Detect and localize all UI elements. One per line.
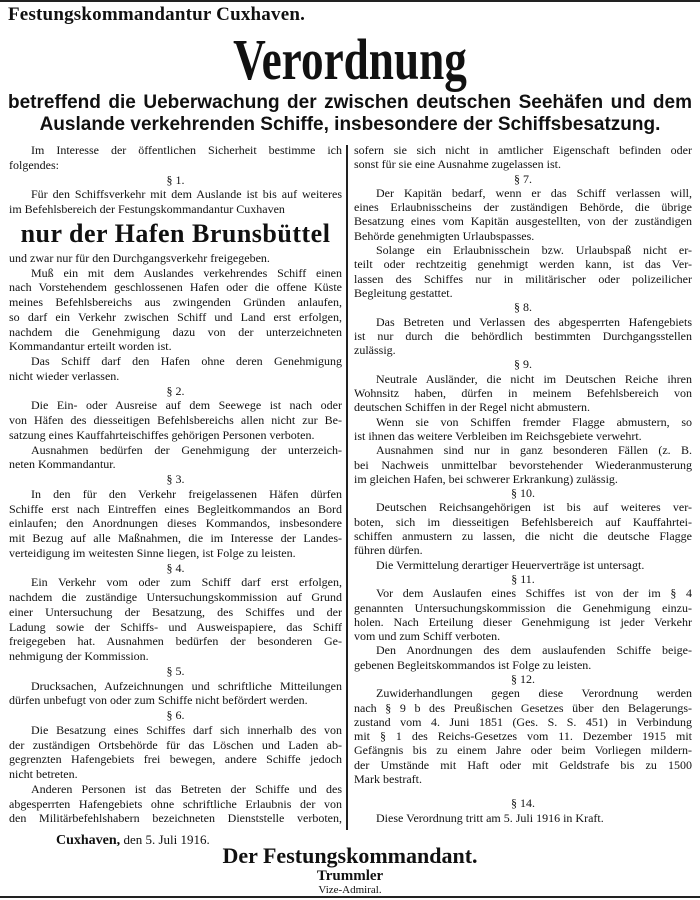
text-line: Deutschen Reichsangehörigen ist bis auf weiteres ver- [376, 500, 692, 515]
text-line: meines Befehlsbereichs aus zwingenden Gründen anlaufen, [9, 295, 342, 309]
text-line: im gleichen Hafen, bei schwerer Erkrankung) zulässig. [354, 471, 618, 486]
text-line: genannten Untersuchungskommission die Genehmigung einzu- [354, 600, 692, 615]
signer-rank: Vize-Admiral. [318, 884, 382, 896]
text-line: Neutrale Ausländer, die nicht im Deutschen Reiche ihren [376, 371, 692, 386]
paragraph [9, 443, 342, 473]
text-line: Der Kapitän bedarf, wenn er das Schiff verlassen will, [376, 185, 692, 200]
text-line: Im Interesse der öffentlichen Sicherheit bestimme ich [31, 143, 342, 157]
text-line: einlaufen; den Anordnungen dieses Kommandos, insbesondere [9, 516, 342, 531]
text-line: § 14. [511, 796, 535, 811]
signer-name: Trummler [316, 868, 384, 884]
text-line: Behörde genehmigten Urlaubspasses. [354, 228, 535, 243]
text-line: Schiffe erst nach Eintreffen eines Begleitkommandos an Bord [9, 501, 342, 516]
top-rule [0, 0, 700, 2]
paragraph [354, 558, 692, 572]
text-line: zulässig. [354, 343, 396, 358]
text-line: sofern sie sich nicht in amtlicher Eigenschaft befinden oder [354, 143, 692, 157]
text-line: gegrenzten Hafengebiets frei bewegen, andere Schiffe jedoch [9, 752, 342, 767]
paragraph [9, 398, 342, 442]
text-line: Muß ein mit dem Auslandes verkehrendes Schiff einen [31, 265, 342, 280]
text-line: mit § 1 des Reichs-Gesetzes vom 11. Dezember 1915 mit [354, 729, 692, 744]
section-heading [354, 486, 692, 500]
text-line: nicht betreten. [9, 767, 78, 781]
text-line: Vor dem Auslaufen eines Schiffes ist von der im § 4 [376, 586, 692, 601]
text-line: Ausnahmen bedürfen der Genehmigung der unterzeich- [31, 442, 342, 457]
paragraph [354, 811, 692, 825]
text-line: § 6. [166, 708, 185, 722]
paragraph [354, 643, 692, 672]
paragraph [354, 415, 692, 444]
right-column [354, 143, 692, 825]
text-line: zustand vom 4. Juni 1851 (Ges. S. S. 451) in Verbindung [354, 714, 692, 729]
text-line: sonst für sie eine Ausnahme zugelassen ist. [354, 157, 561, 172]
text-line: der Umstände mit Haft oder mit Geldstrafe bis zu 1500 [354, 757, 692, 772]
text-line: eines Erlaubnisscheins der zuständigen Behörde, die übrige [354, 200, 692, 215]
paragraph [354, 186, 692, 243]
subtitle-line-2: Auslande verkehrenden Schiffe, insbesondere der Schiffsbesatzung. [39, 114, 661, 135]
paragraph [9, 251, 342, 266]
text-line: führen dürfen. [354, 543, 423, 558]
signer-title: Der Festungskommandant. [222, 843, 478, 868]
paragraph [9, 575, 342, 664]
paragraph [9, 723, 342, 782]
text-line: ist nur durch die behördlich bestimmten Durchgangsstellen [354, 328, 692, 343]
paragraph [354, 143, 692, 172]
column-divider [346, 145, 348, 830]
text-line: boten, sich im diesseitigen Befehlsbereich auf Kauffahrtei- [354, 514, 692, 529]
text-line: Mark bestraft. [354, 772, 422, 787]
paragraph [9, 217, 342, 251]
text-line: Die Besatzung eines Schiffes darf sich innerhalb des von [31, 722, 342, 737]
text-line: Die Ein- oder Ausreise auf dem Seewege ist nach oder [31, 398, 342, 413]
place: Cuxhaven, [56, 833, 121, 848]
text-line: mit Bezug auf alle Maßnahmen, die im Interesse der Landes- [9, 531, 342, 545]
paragraph [9, 143, 342, 173]
text-line: § 11. [511, 571, 535, 586]
text-line: Drucksachen, Aufzeichnungen und schriftliche Mitteilungen [31, 678, 342, 693]
issuer-heading: Festungskommandantur Cuxhaven. [8, 4, 306, 25]
paragraph [354, 315, 692, 358]
left-column [9, 143, 342, 826]
text-line: lassen des Schiffes nur in militärischer oder polizeilicher [354, 271, 692, 286]
section-heading [354, 172, 692, 186]
text-line: Diese Verordnung tritt am 5. Juli 1916 in Kraft. [376, 810, 604, 825]
text-line: gebenen Begleitskommandos ist Folge zu leisten. [354, 657, 592, 672]
spacer [354, 786, 692, 796]
date: den 5. Juli 1916. [120, 832, 210, 847]
text-line: Anderen Personen ist das Betreten der Schiffe und des [31, 781, 342, 796]
text-line: vom und zum Schiff verboten. [354, 629, 501, 644]
paragraph [9, 782, 342, 826]
text-line: Ein Verkehr vom oder zum Schiff darf erst erfolgen, [31, 575, 342, 590]
text-line: § 7. [514, 171, 532, 186]
section-heading [9, 384, 342, 399]
section-heading [354, 796, 692, 810]
text-line: In den für den Verkehr freigelassenen Häfen dürfen [31, 486, 342, 501]
document-title: Verordnung [233, 27, 467, 92]
text-line: nachdem die Genehmigung dazu von der unterzeichneten [9, 324, 342, 339]
text-line: Zuwiderhandlungen gegen diese Verordnung werden [376, 686, 692, 701]
text-line: Ausnahmen sind nur in ganz besonderen Fällen (z. B. [376, 443, 692, 458]
text-line: satzung eines Kauffahrteischiffes gehörigen Personen verboten. [9, 427, 315, 442]
subtitle-line-1: betreffend die Ueberwachung der zwischen deutschen Seehäfen und dem [8, 92, 692, 113]
text-line: nachdem die zuständige Untersuchungskommission auf Grund [9, 590, 342, 604]
paragraph [9, 487, 342, 561]
text-line: deutschen Schiffen in der Regel nicht abmustern. [354, 400, 591, 415]
text-line: nach Vorstehendem geschlossenen Hafen oder die offene Küste [9, 280, 342, 295]
text-line: Wohnsitz haben, dürfen in meinem Befehlsbereich von [354, 386, 692, 401]
text-line: nach § 9 b des Preußischen Gesetzes über den Belagerungs- [354, 700, 692, 715]
text-line: Das Betreten und Verlassen des abgesperrten Hafengebiets [376, 314, 692, 329]
paragraph [354, 686, 692, 786]
text-line: § 10. [511, 486, 535, 501]
section-heading [354, 300, 692, 314]
text-line: ist ihnen das weitere Verbleiben im Reichsgebiete verwehrt. [354, 428, 642, 443]
section-heading [9, 561, 342, 576]
bottom-rule [0, 896, 700, 898]
text-line: Begleitung gestattet. [354, 285, 453, 300]
text-line: § 4. [166, 560, 185, 575]
section-heading [354, 357, 692, 371]
text-line: Für den Schiffsverkehr mit dem Auslande ist bis auf weiteres [31, 187, 342, 202]
text-line: verteidigung im weitesten Sinne liegen, ist Folge zu leisten. [9, 545, 296, 560]
text-line: § 8. [514, 300, 532, 315]
text-line: Ladung sowie der Schiffs- und Ausweispapiere, das Schiff [9, 619, 342, 634]
text-line: und zwar nur für den Durchgangsverkehr freigegeben. [9, 250, 270, 265]
text-line: dürfen unbefugt von oder zum Schiffe nicht befördert werden. [9, 693, 308, 708]
text-line: abgesperrten Hafengebiets ohne schriftliche Erlaubnis der von [9, 796, 342, 811]
text-line: Besatzung eines vom Kapitän ausgestellten, von der zuständigen [354, 214, 692, 229]
section-heading [354, 672, 692, 686]
text-line: nur der Hafen Brunsbüttel [20, 218, 331, 248]
text-line: schiffen anmustern zu lassen, die nicht die deutsche Flagge [354, 529, 692, 544]
text-line: bei Nachweis unmittelbar bevorstehender Wiederanmusterung [354, 457, 692, 472]
text-line: § 2. [166, 383, 185, 398]
text-line: Solange ein Erlaubnisschein bzw. Urlaubspaß nicht er- [376, 243, 692, 258]
text-line: Das Schiff darf den Hafen ohne deren Genehmigung [31, 354, 342, 368]
text-line: Den Anordnungen des dem auslaufenden Schiffe beige- [376, 643, 692, 658]
paragraph [354, 586, 692, 643]
text-line: einer Untersuchung der Besatzung, des Schiffes und der [9, 604, 342, 619]
text-line: teilt oder rechtzeitig genehmigt werden kann, ist das Ver- [354, 257, 692, 272]
section-heading [9, 708, 342, 723]
text-line: § 3. [166, 472, 185, 486]
section-heading [9, 173, 342, 188]
text-line: von Häfen des diesseitigen Befehlsbereichs allen nicht zur Be- [9, 413, 342, 427]
text-line: Kommandantur erteilt worden ist. [9, 339, 172, 354]
text-line: den Militärbefehlshabern bezeichneten Dienststelle verboten, [9, 811, 342, 826]
text-line: § 5. [166, 663, 185, 678]
text-line: nicht wieder verlassen. [9, 368, 120, 383]
text-line: Wenn sie von Schiffen fremder Flagge abmustern, so [376, 414, 692, 429]
paragraph [354, 372, 692, 415]
text-line: im Befehlsbereich der Festungskommandantur Cuxhaven [9, 202, 285, 216]
text-line: neten Kommandantur. [9, 457, 116, 472]
text-line: Die Vermittelung derartiger Heuerverträge ist untersagt. [376, 557, 645, 572]
paragraph [9, 266, 342, 355]
paragraph [9, 187, 342, 217]
section-heading [354, 572, 692, 586]
section-heading [9, 664, 342, 679]
paragraph [354, 500, 692, 557]
text-line: freigegeben hat. Ausnahmen bedürfen der besonderen Ge- [9, 634, 342, 649]
text-line: der zuständigen Ortsbehörde für das Löschen und Laden ab- [9, 737, 342, 752]
text-line: nehmigung der Kommission. [9, 649, 149, 663]
paragraph [9, 354, 342, 384]
text-line: so darf ein Verkehr zwischen Schiff und Land erst erfolgen, [9, 309, 342, 324]
paragraph [354, 243, 692, 300]
section-heading [9, 472, 342, 487]
text-line: § 12. [511, 671, 535, 686]
paragraph [9, 679, 342, 709]
text-line: Gefängnis bis zu einem Jahre oder beim Vorliegen mildern- [354, 743, 692, 758]
text-line: folgendes: [9, 157, 59, 172]
text-line: § 9. [514, 357, 532, 372]
text-line: § 1. [166, 172, 185, 187]
text-line: holen. Nach Erteilung dieser Genehmigung ist jeder Verkehr [354, 614, 692, 629]
paragraph [354, 443, 692, 486]
